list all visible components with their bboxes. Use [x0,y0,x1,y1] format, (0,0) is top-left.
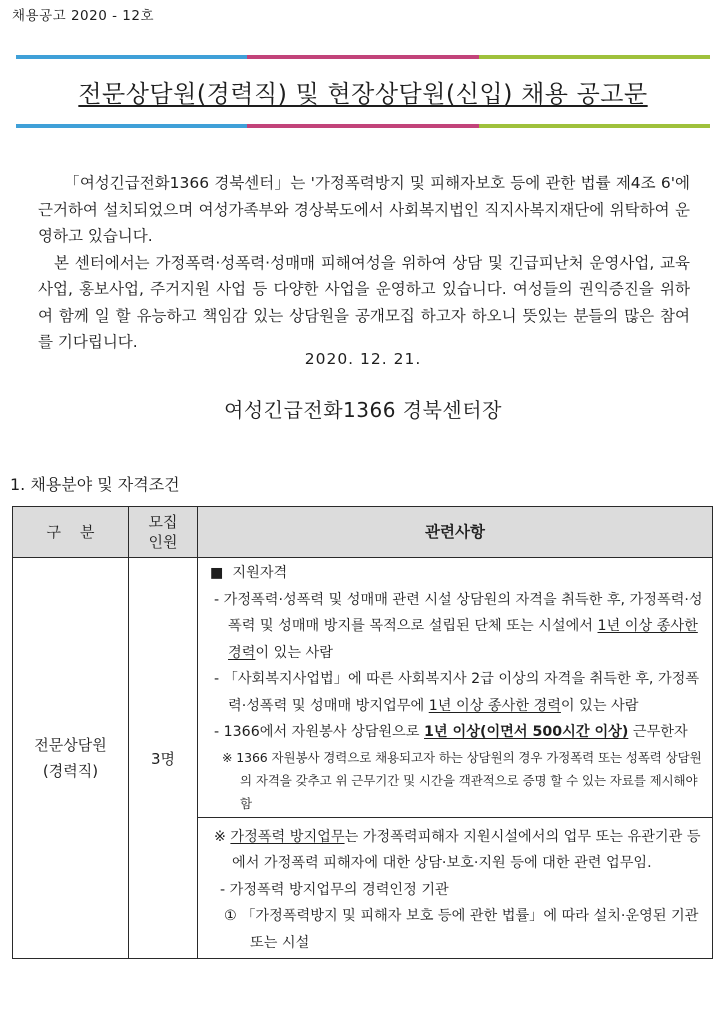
header-count [129,507,198,558]
qualification-block [198,558,712,817]
note-tail: 는 가정폭력피해자 지원시설에서의 업무 또는 유관기관 등에서 가정폭력 피해자에 대한 상담·보호·지원 등에 대한 관련 업무임. [232,828,701,871]
row-details [198,558,713,959]
prevention-work-note [210,824,704,877]
bar-segment-blue [16,124,247,128]
item2-underlined: 1년 이상 종사한 경력 [428,697,561,714]
qualification-item-1 [210,587,704,667]
header-count-line1: 모집 [148,513,178,531]
item3-tail: 근무한자 [628,724,688,740]
institution-heading: - 가정폭력 방지업무의 경력인정 기관 [220,881,449,898]
item1-tail: 이 있는 사람 [255,644,333,661]
notice-number: 채용공고 2020 - 12호 [12,8,154,24]
item2-tail: 이 있는 사람 [560,697,639,714]
intro-paragraph-2: 본 센터에서는 가정폭력·성폭력·성매매 피해여성을 위하여 상담 및 긴급피난처 운영사업, 교육사업, 홍보사업, 주거지원 사업 등 다양한 사업을 운영하고 있습니다. 여성들의 권익증진을 위하여 함께 일 할 유능하고 책임감 있는 상담원을 공개모집 하고자 하오니 뜻있는 분들의 많은 참여를 기다립니다. [38,253,690,351]
item3-underlined: 1년 이상(이면서 500시간 이상) [424,724,629,740]
intro-section [38,170,690,356]
header-details: 관련사항 [198,507,713,558]
qualification-item-2 [210,666,704,719]
notice-date: 2020. 12. 21. [304,350,422,368]
director-signature: 여성긴급전화1366 경북센터장 [224,398,502,422]
qualification-item-3-note: ※ 1366 자원봉사 경력으로 채용되고자 하는 상담원의 경우 가정폭력 또는 성폭력 상담원의 자격을 갖추고 위 근무기간 및 시간을 객관적으로 증명 할 수 있는 자료를 제시해야 함 [222,749,702,811]
bar-segment-blue [16,55,247,59]
bar-segment-green [479,55,710,59]
recruitment-table [12,506,713,959]
header-category: 구 분 [13,507,129,558]
document-title-text: 전문상담원(경력직) 및 현장상담원(신입) 채용 공고문 [78,80,648,108]
note-underlined: 가정폭력 방지업무 [230,828,345,845]
bar-segment-pink [247,124,478,128]
section-title-1: 1. 채용분야 및 자격조건 [10,475,180,494]
item3-text: - 1366에서 자원봉사 상담원으로 [214,724,425,740]
row-category-line2: (경력직) [42,762,99,780]
row-count: 3명 [129,558,198,959]
row-category-line1: 전문상담원 [34,736,107,754]
institution-item-1: ① 「가정폭력방지 및 피해자 보호 등에 관한 법률」에 따라 설치·운영된 기관 또는 시설 [224,908,699,951]
qualification-heading: ■ 지원자격 [210,565,288,581]
bar-segment-pink [247,55,478,59]
bar-segment-green [479,124,710,128]
qualification-item-3 [210,719,704,746]
table-row [13,558,713,959]
prevention-work-block [198,817,712,959]
document-title [16,74,710,109]
intro-paragraph-1: 「여성긴급전화1366 경북센터」는 '가정폭력방지 및 피해자보호 등에 관한 법률 제4조 6'에 근거하여 설치되었으며 여성가족부와 경상북도에서 사회복지법인 직지사복지재단에 위탁하여 운영하고 있습니다. [38,174,690,245]
bottom-color-bar [16,124,710,128]
note-mark: ※ [214,828,231,845]
item1-text: - 가정폭력·성폭력 및 성매매 관련 시설 상담원의 자격을 취득한 후, 가정폭력·성폭력 및 성매매 방지를 목적으로 설립된 단체 또는 시설에서 [214,591,703,634]
table-header-row [13,507,713,558]
header-count-line2: 인원 [148,533,178,551]
item1-underlined: 1년 이상 종사한 경력 [228,618,698,661]
item2-text: - 「사회복지사업법」에 따른 사회복지사 2급 이상의 자격을 취득한 후, 가정폭력·성폭력 및 성매매 방지업무에 [214,671,700,714]
top-color-bar [16,55,710,59]
row-category [13,558,129,959]
